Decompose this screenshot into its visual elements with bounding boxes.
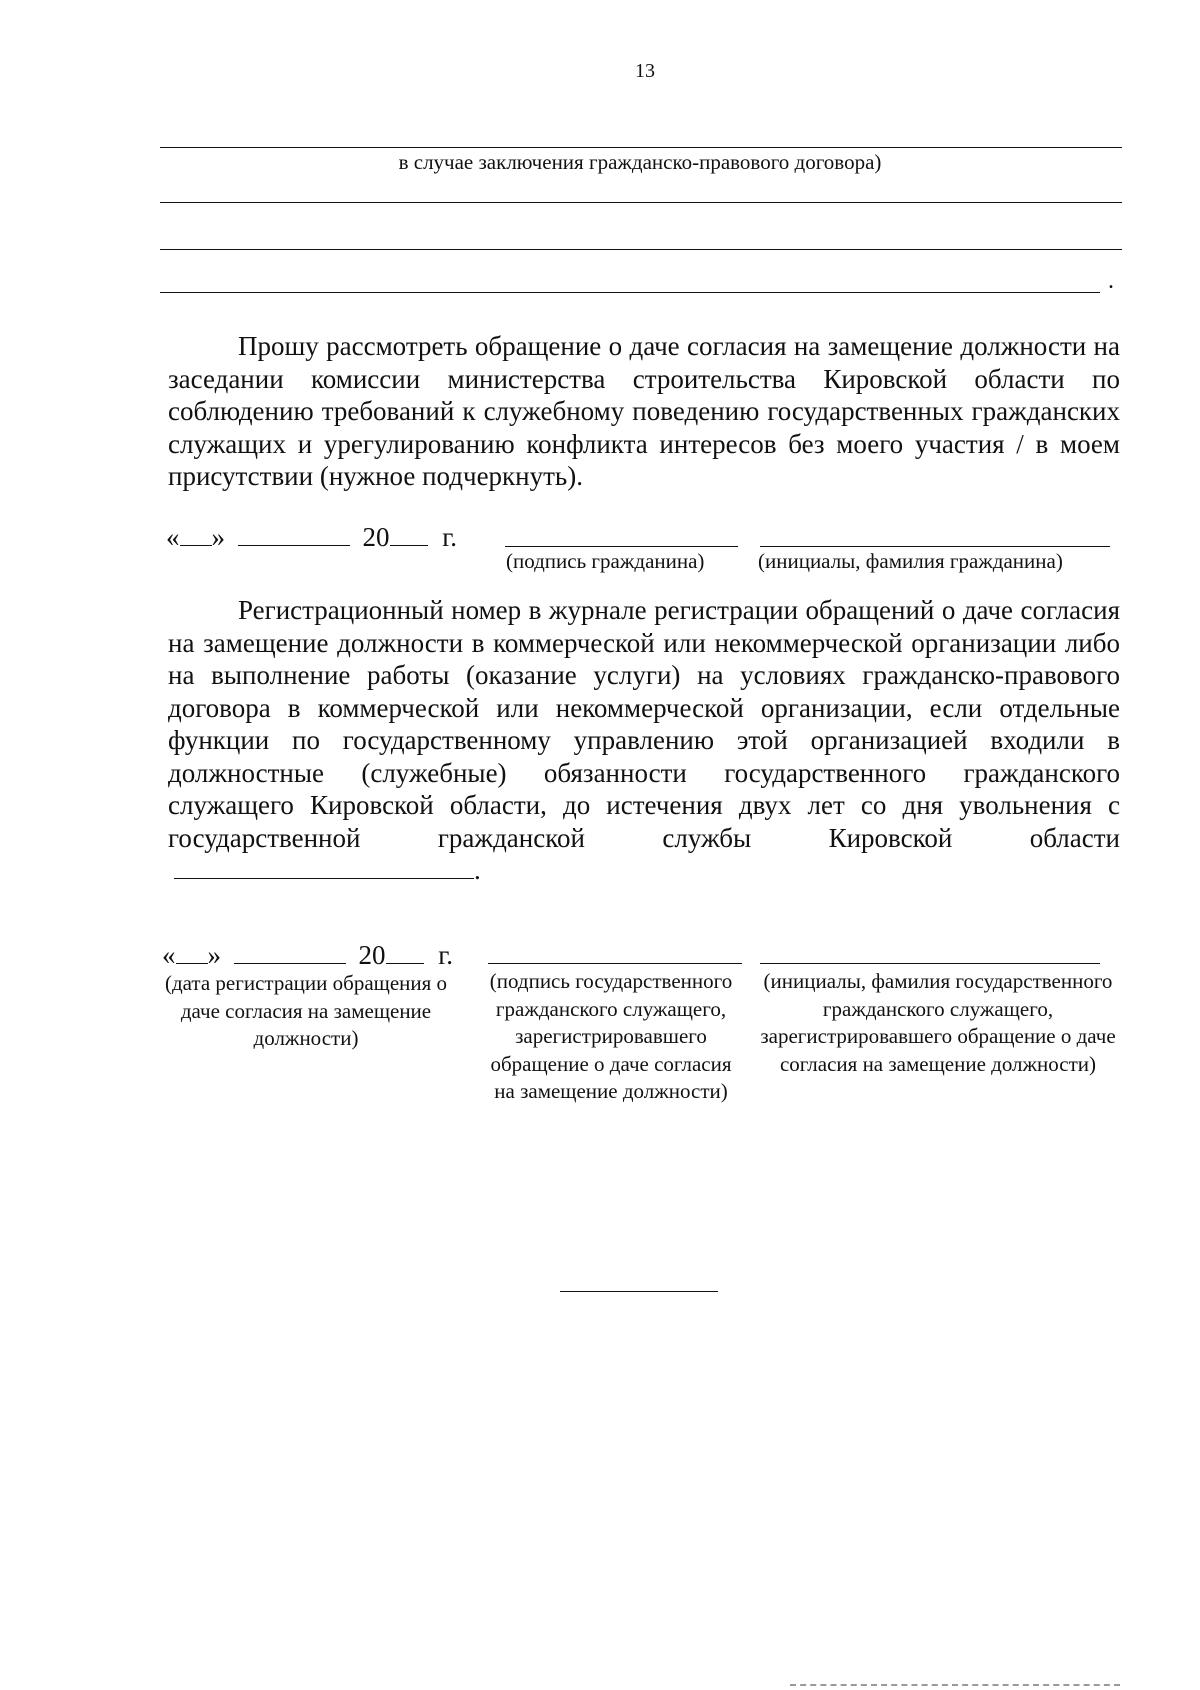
year-prefix: 20 — [362, 522, 390, 552]
reg-year-prefix: 20 — [358, 940, 386, 970]
reg-day-blank — [176, 941, 208, 964]
reg-quote-close: » — [207, 940, 221, 970]
registration-date — [162, 940, 453, 971]
day-blank — [180, 523, 212, 546]
citizen-date — [166, 522, 457, 553]
date-quote-open: « — [166, 522, 180, 552]
fill-line-1 — [160, 147, 1122, 148]
reg-year-suffix: г. — [438, 940, 454, 970]
registration-end-mark: . — [474, 855, 481, 885]
request-paragraph — [168, 330, 1120, 493]
reg-year-blank — [386, 941, 424, 964]
year-suffix: г. — [442, 522, 458, 552]
employee-name-caption: (инициалы, фамилия государственного гражданского служащего, зарегистрировавшего обращение о даче согласия на замещение должности) — [760, 969, 1116, 1076]
citizen-name-caption: (инициалы, фамилия гражданина) — [758, 549, 1063, 573]
citizen-signature-caption: (подпись гражданина) — [506, 549, 705, 573]
employee-signature-caption: (подпись государственного гражданского служащего, зарегистрировавшего обращение о даче согласия на замещение должности) — [489, 969, 733, 1103]
citizen-signature-line — [505, 546, 738, 547]
date-quote-close: » — [211, 522, 225, 552]
page-number: 13 — [635, 60, 655, 82]
registration-text: Регистрационный номер в журнале регистрации обращений о даче согласия на замещение должности в коммерческой или некоммерческой организации либо на выполнение работы (оказание услуги) на условиях гражданско-правового договора в коммерческой или некоммерческой организации, если отдельные функции по государственному управлению этой организацией входили в должностные (служебные) обязанности государственного гражданского служащего Кировской области, до истечения двух лет со дня увольнения с государственной гражданской службы Кировской области — [168, 595, 1120, 853]
scan-artifact — [790, 1684, 1120, 1686]
top-caption: в случае заключения гражданско-правового договора) — [398, 150, 882, 174]
citizen-name-line — [760, 546, 1110, 547]
employee-signature-line — [488, 963, 742, 964]
year-blank — [390, 523, 428, 546]
fill-line-4 — [160, 292, 1100, 293]
fill-line-3 — [160, 249, 1122, 250]
employee-name-line — [760, 963, 1100, 964]
registration-number-blank — [174, 856, 474, 879]
request-text: Прошу рассмотреть обращение о даче согласия на замещение должности на заседании комиссии министерства строительства Кировской области по соблюдению требований к служебному поведению государственных гражданских служащих и урегулированию конфликта интересов без моего участия / в моем присутствии (нужное подчеркнуть). — [168, 331, 1120, 491]
fill-line-2 — [160, 202, 1122, 203]
end-rule — [560, 1291, 718, 1292]
reg-quote-open: « — [162, 940, 176, 970]
registration-paragraph — [168, 594, 1120, 887]
reg-month-blank — [234, 941, 346, 964]
month-blank — [238, 523, 350, 546]
trailing-mark: . — [1108, 268, 1114, 294]
date-caption: (дата регистрации обращения о даче согласия на замещение должности) — [164, 971, 448, 1050]
